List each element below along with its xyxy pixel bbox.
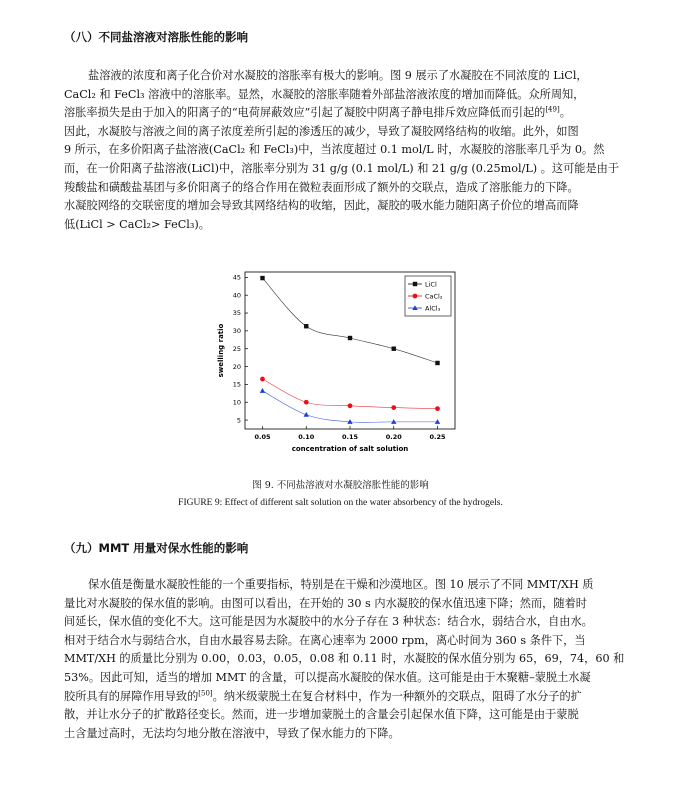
x-tick-label: 0.15 (341, 433, 359, 441)
legend-label: AlCl₃ (425, 304, 441, 313)
text-line: 而，在一价阳离子盐溶液(LiCl)中，溶胀率分别为 31 g/g (0.1 mol/L) 和 21 g/g (0.25mol/L) 。这可能是由于 (64, 161, 620, 175)
data-point (435, 406, 440, 411)
text-line: 低(LiCl > CaCl₂> FeCl₃)。 (64, 217, 210, 231)
text-line: 因此，水凝胶与溶液之间的离子浓度差所引起的渗透压的减少，导致了凝胶网络结构的收缩。此外，如图 (64, 124, 579, 138)
y-tick-label: 30 (232, 327, 241, 336)
x-axis-label: concentration of salt solution (291, 445, 409, 453)
y-tick-label: 25 (232, 344, 241, 353)
y-axis-label: swelling ratio (217, 323, 225, 378)
section-8-heading: （八）不同盐溶液对溶胀性能的影响 (64, 30, 248, 44)
text-line: 盐溶液的浓度和离子化合价对水凝胶的溶胀率有极大的影响。图 9 展示了水凝胶在不同浓度的 LiCl， (88, 69, 588, 82)
figure-9-caption-zh: 图 9. 不同盐溶液对水凝胶溶胀性能的影响 (252, 480, 429, 491)
text-line: 水凝胶网络的交联密度的增加会导致其网络结构的收缩，因此，凝胶的吸水能力随阳离子价位的增高而降 (64, 199, 579, 213)
text-line: 胶所具有的屏障作用导致的[50]。纳米级蒙脱土在复合材料中，作为一种额外的交联点，阻碍了水分子的扩 (64, 688, 582, 703)
text-line: 溶胀率损失是由于加入的阳离子的“电荷屏蔽效应”引起了凝胶中阴离子静电排斥效应降低而引起的[49]。 (64, 105, 571, 120)
text-line: 9 所示，在多价阳离子盐溶液(CaCl₂ 和 FeCl₃)中，当浓度超过 0.1 mol/L 时，水凝胶的溶胀率几乎为 0。然 (64, 143, 605, 157)
data-point (304, 400, 309, 405)
legend-marker (413, 282, 417, 286)
data-point (348, 403, 353, 408)
legend-marker (413, 294, 418, 299)
text-line: 土含量过高时，无法均匀地分散在溶液中，导致了保水能力的下降。 (64, 726, 400, 740)
text-line: 间延长，保水值的变化不大。这可能是因为水凝胶中的水分子存在 3 种状态：结合水，弱结合水，自由水。 (64, 615, 593, 629)
text-line: 相对于结合水与弱结合水，自由水最容易去除。在离心速率为 2000 rpm，离心时间为 360 s 条件下，当 (64, 633, 586, 647)
data-point (260, 388, 265, 393)
x-tick-label: 0.10 (298, 433, 315, 441)
data-point (391, 419, 396, 424)
data-point (304, 324, 308, 328)
text-line: 散，并让水分子的扩散路径变长。然而，进一步增加蒙脱土的含量会引起保水值下降，这可能是由于蒙脱 (64, 708, 579, 722)
x-tick-label: 0.20 (385, 433, 402, 441)
text-line: 羧酸盐和磺酸盐基团与多价阳离子的络合作用在微粒表面形成了额外的交联点，造成了溶胀能力的下降。 (64, 180, 579, 194)
text-line: 53%。因此可知，适当的增加 MMT 的含量，可以提高水凝胶的保水值。这可能是由于木聚糖–蒙脱土水凝 (64, 670, 591, 684)
data-point (392, 347, 396, 351)
section-9-paragraph (64, 576, 625, 743)
citation: [50] (198, 688, 213, 697)
y-tick-label: 10 (232, 398, 241, 407)
text-line: CaCl₂ 和 FeCl₃ 溶液中的溶胀率。显然，水凝胶的溶胀率随着外部盐溶液浓度的增加而降低。众所周知， (64, 87, 585, 101)
y-tick-label: 5 (236, 416, 241, 425)
y-tick-label: 40 (232, 291, 241, 300)
data-point (260, 276, 264, 280)
x-tick-label: 0.05 (254, 433, 271, 441)
y-tick-label: 45 (232, 273, 241, 282)
y-tick-label: 35 (232, 309, 241, 318)
data-point (435, 361, 439, 365)
text-line: MMT/XH 的质量比分别为 0.00，0.03，0.05，0.08 和 0.11 时，水凝胶的保水值分别为 65，69，74，60 和 (64, 652, 625, 666)
swelling-ratio-chart (200, 264, 470, 464)
data-point (391, 405, 396, 410)
legend-label: LiCl (425, 280, 437, 289)
data-point (348, 336, 352, 340)
figure-9-chart (200, 264, 470, 464)
x-tick-label: 0.25 (429, 433, 446, 441)
data-point (435, 419, 440, 424)
section-9-heading: （九）MMT 用量对保水性能的影响 (64, 541, 249, 555)
y-tick-label: 15 (232, 380, 241, 389)
data-point (260, 377, 265, 382)
text-line: 保水值是衡量水凝胶性能的一个重要指标，特别是在干燥和沙漠地区。图 10 展示了不同 MMT/XH 质 (88, 578, 594, 591)
citation: [49] (545, 105, 560, 114)
legend-label: CaCl₂ (425, 292, 443, 301)
section-8-paragraph (64, 67, 620, 234)
text-line: 量比对水凝胶的保水值的影响。由图可以看出，在开始的 30 s 内水凝胶的保水值迅速下降；然而，随着时 (64, 596, 587, 610)
y-tick-label: 20 (232, 362, 241, 371)
figure-9-caption-en: FIGURE 9: Effect of different salt solution on the water absorbency of the hydrogels. (178, 498, 503, 508)
